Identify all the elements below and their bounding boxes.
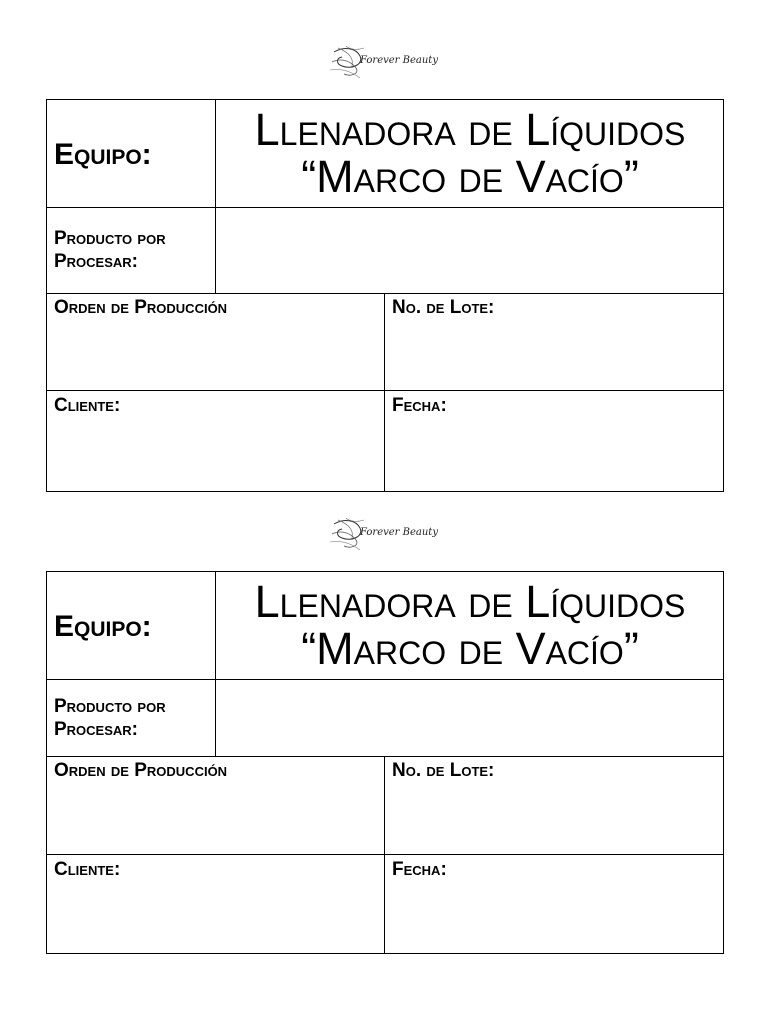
producto-label-line-2: Procesar: <box>54 251 139 272</box>
brand-name: Forever Beauty <box>360 55 438 66</box>
cliente-field[interactable] <box>47 391 384 491</box>
orden-label: Orden de Producción <box>54 297 228 318</box>
lote-label: No. de Lote: <box>392 760 495 781</box>
orden-field[interactable] <box>47 757 384 854</box>
equipo-label: Equipo: <box>54 138 152 171</box>
cliente-label: Cliente: <box>54 395 121 416</box>
fecha-label: Fecha: <box>392 395 447 416</box>
equipment-title <box>216 572 724 679</box>
logo <box>330 516 440 552</box>
orden-label: Orden de Producción <box>54 760 228 781</box>
producto-field[interactable] <box>216 208 723 293</box>
logo <box>330 44 440 80</box>
lote-label: No. de Lote: <box>392 297 495 318</box>
orden-field[interactable] <box>47 294 384 390</box>
title-line-2: “Marco de Vacío” <box>301 623 639 674</box>
producto-label-line-1: Producto por <box>54 696 166 717</box>
brand-name: Forever Beauty <box>360 527 438 538</box>
lote-field[interactable] <box>385 294 723 390</box>
label-card <box>46 571 724 954</box>
title-line-1: Llenadora de Líquidos <box>254 576 686 627</box>
fecha-label: Fecha: <box>392 859 447 880</box>
producto-label-line-1: Producto por <box>54 228 166 249</box>
label-card <box>46 99 724 492</box>
equipment-title <box>216 100 724 207</box>
cliente-label: Cliente: <box>54 859 121 880</box>
cliente-field[interactable] <box>47 855 384 953</box>
fecha-field[interactable] <box>385 391 723 491</box>
fecha-field[interactable] <box>385 855 723 953</box>
title-line-2: “Marco de Vacío” <box>301 151 639 202</box>
lote-field[interactable] <box>385 757 723 854</box>
equipo-label: Equipo: <box>54 610 152 643</box>
producto-field[interactable] <box>216 680 723 756</box>
title-line-1: Llenadora de Líquidos <box>254 104 686 155</box>
producto-label-line-2: Procesar: <box>54 719 139 740</box>
